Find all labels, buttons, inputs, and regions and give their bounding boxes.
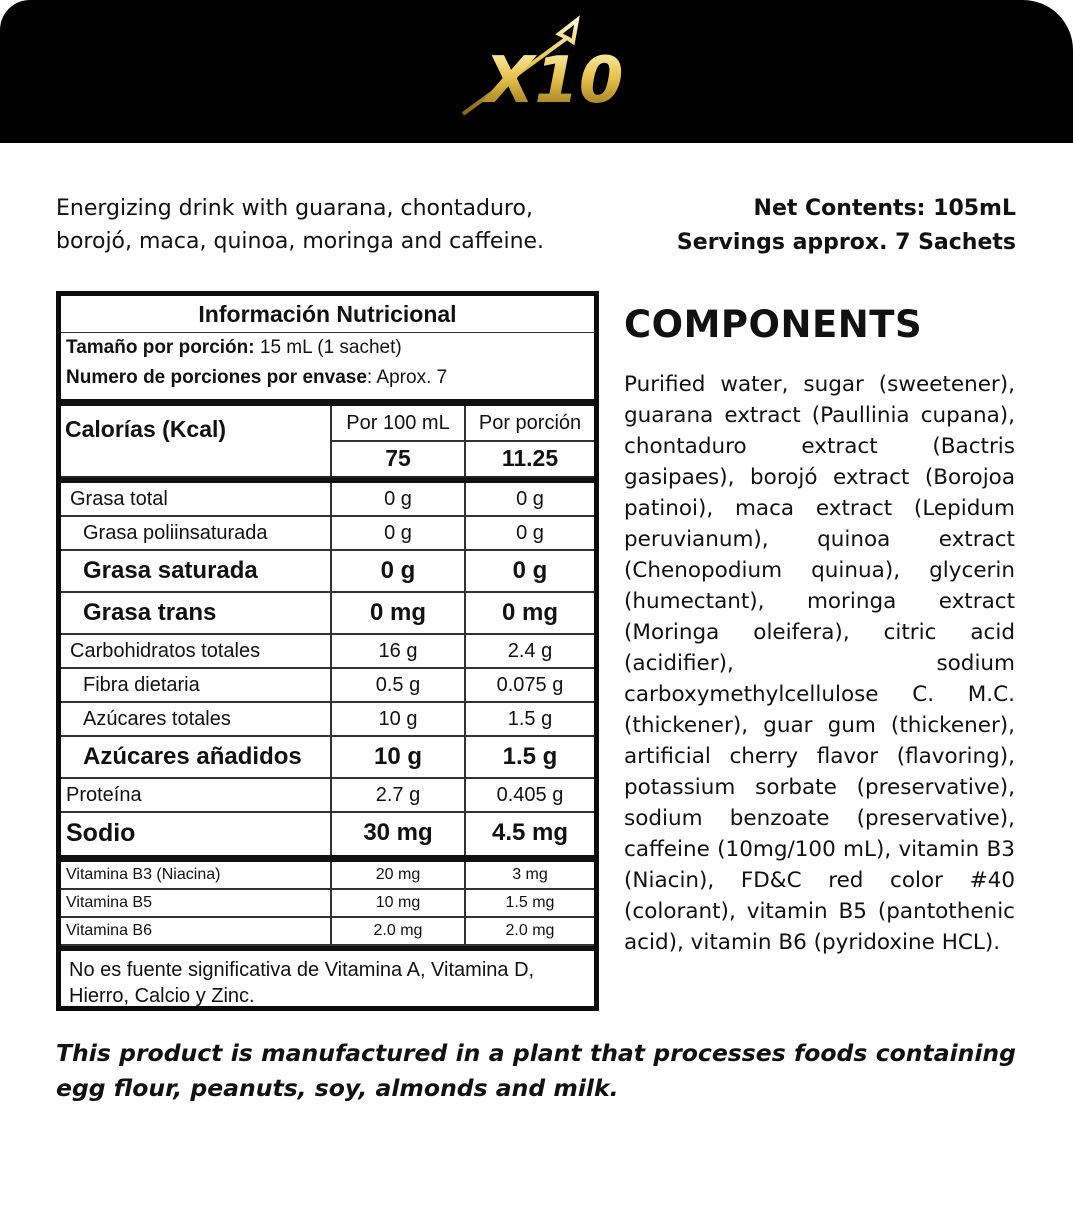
header-bar <box>0 0 1073 143</box>
nutrition-title: Información Nutricional <box>61 296 594 333</box>
vitamin-row: Vitamina B3 (Niacina) 20 mg 3 mg <box>61 862 594 890</box>
table-row: Fibra dietaria 0.5 g 0.075 g <box>61 669 594 703</box>
allergen-notice: This product is manufactured in a plant that processes foods containing egg flour, peanuts, soy, almonds and milk. <box>56 1039 1016 1102</box>
table-row: Azúcares añadidos 10 g 1.5 g <box>61 737 594 779</box>
calories-row: Calorías (Kcal) Por 100 mL 75 Por porción 11.25 <box>61 406 594 478</box>
table-row: Grasa saturada 0 g 0 g <box>61 551 594 593</box>
nutrition-facts-table <box>56 291 599 1011</box>
vitamin-row: Vitamina B6 2.0 mg 2.0 mg <box>61 918 594 946</box>
vitamin-row: Vitamina B5 10 mg 1.5 mg <box>61 890 594 918</box>
table-row: Grasa trans 0 mg 0 mg <box>61 593 594 635</box>
table-row: Azúcares totales 10 g 1.5 g <box>61 703 594 737</box>
product-description: Energizing drink with guarana, chontaduro, borojó, maca, quinoa, moringa and caffeine. <box>56 196 545 254</box>
svg-text:X10: X10 <box>485 44 624 118</box>
table-row: Sodio 30 mg 4.5 mg <box>61 813 594 855</box>
table-row: Proteína 2.7 g 0.405 g <box>61 779 594 813</box>
components-text: Purified water, sugar (sweetener), guarana extract (Paullinia cupana), chontaduro extract (Bactris gasipaes), borojó extract (Borojoa patinoi), maca extract (Lepidum peruvianum), quinoa extract (Chenopodium quinua), glycerin (humectant), moringa extract (Moringa oleifera), citric acid (acidifier), sodium carboxymethylcellulose C. M.C. (thickener), guar gum (thickener), artificial cherry flavor (flavoring), potassium sorbate (preservative), sodium benzoate (preservative), caffeine (10mg/100 mL), vitamin B3 (Niacin), FD&C red color #40 (colorant), vitamin B5 (pantothenic acid), vitamin B6 (pyridoxine HCL). <box>624 372 1015 955</box>
table-row: Carbohidratos totales 16 g 2.4 g <box>61 635 594 669</box>
table-row: Grasa total 0 g 0 g <box>61 483 594 517</box>
table-row: Grasa poliinsaturada 0 g 0 g <box>61 517 594 551</box>
serving-info: Tamaño por porción: 15 mL (1 sachet) Numero de porciones por envase: Aprox. 7 <box>66 337 448 388</box>
components-heading: COMPONENTS <box>624 303 923 346</box>
net-contents: Net Contents: 105mL Servings approx. 7 Sachets <box>676 196 1016 255</box>
nutrition-footnote: No es fuente significativa de Vitamina A, Vitamina D, Hierro, Calcio y Zinc. <box>69 959 535 1007</box>
x10-logo <box>455 14 625 120</box>
